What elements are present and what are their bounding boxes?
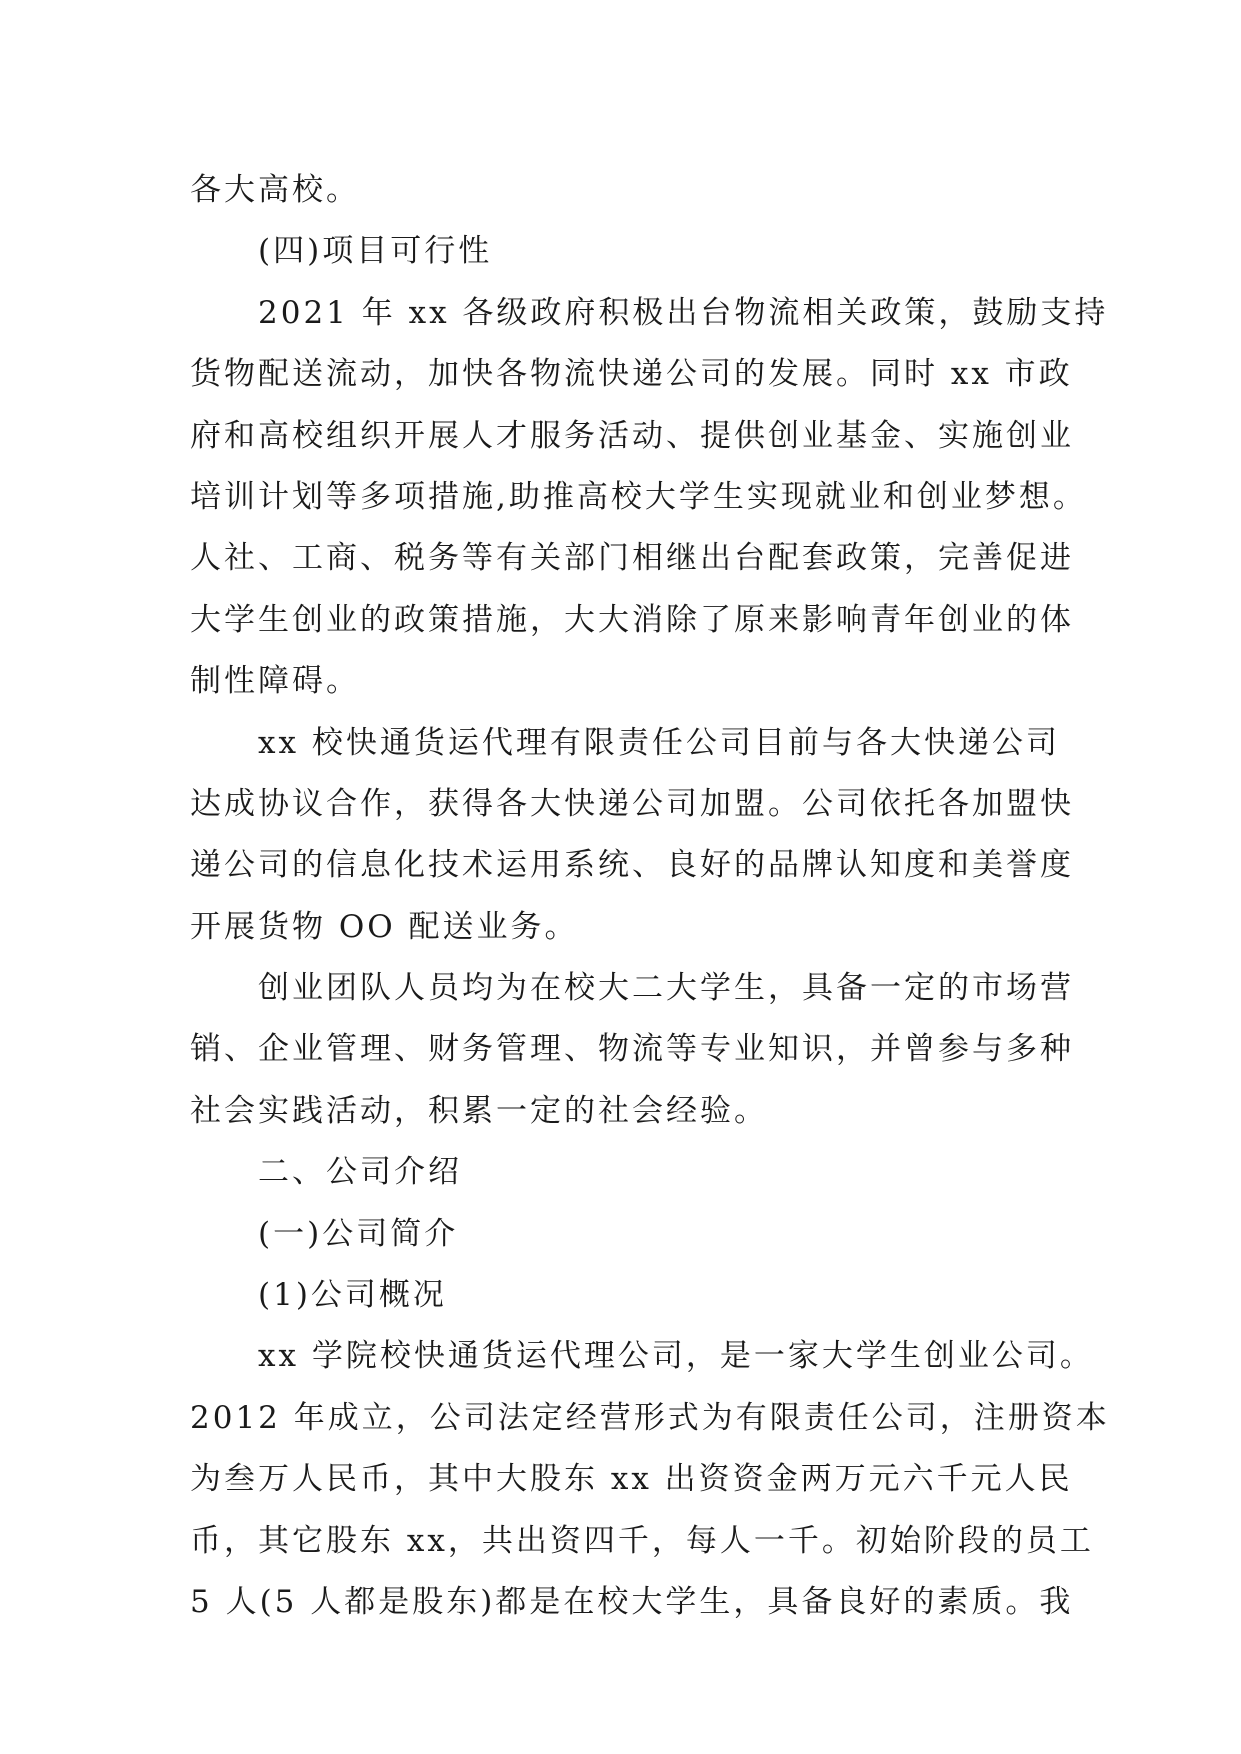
text-line: 销、企业管理、财务管理、物流等专业知识，并曾参与多种 (190, 1031, 1074, 1068)
text-line: 5 人(5 人都是股东)都是在校大学生，具备良好的素质。我 (190, 1583, 1074, 1620)
text-line: xx 学院校快通货运代理公司，是一家大学生创业公司。 (258, 1338, 1094, 1375)
text-line: 创业团队人员均为在校大二大学生，具备一定的市场营 (258, 970, 1074, 1007)
text-line: 2012 年成立，公司法定经营形式为有限责任公司，注册资本 (190, 1399, 1110, 1436)
subsection-heading-company-profile: (一)公司简介 (258, 1215, 459, 1252)
text-line: 府和高校组织开展人才服务活动、提供创业基金、实施创业 (190, 417, 1074, 454)
text-line: xx 校快通货运代理有限责任公司目前与各大快递公司 (258, 724, 1060, 761)
text-line: 制性障碍。 (190, 663, 360, 700)
document-body (190, 160, 1110, 1633)
text-line: 开展货物 OO 配送业务。 (190, 908, 579, 945)
subsection-heading-company-overview: (1)公司概况 (258, 1277, 447, 1314)
text-line: 递公司的信息化技术运用系统、良好的品牌认知度和美誉度 (190, 847, 1074, 884)
text-line: 大学生创业的政策措施，大大消除了原来影响青年创业的体 (190, 601, 1074, 638)
text-line: 培训计划等多项措施,助推高校大学生实现就业和创业梦想。 (190, 478, 1087, 515)
text-line: 为叁万人民币，其中大股东 xx 出资资金两万元六千元人民 (190, 1461, 1073, 1498)
text-line: 货物配送流动，加快各物流快递公司的发展。同时 xx 市政 (190, 356, 1073, 393)
text-line: 币，其它股东 xx，共出资四千，每人一千。初始阶段的员工 (190, 1522, 1094, 1559)
section-heading-company-intro: 二、公司介绍 (258, 1154, 462, 1191)
text-line: 社会实践活动，积累一定的社会经验。 (190, 1092, 768, 1129)
section-heading-feasibility: (四)项目可行性 (258, 233, 493, 270)
text-line: 达成协议合作，获得各大快递公司加盟。公司依托各加盟快 (190, 785, 1074, 822)
text-line: 各大高校。 (190, 172, 360, 208)
text-line: 2021 年 xx 各级政府积极出台物流相关政策，鼓励支持 (258, 294, 1109, 331)
text-line: 人社、工商、税务等有关部门相继出台配套政策，完善促进 (190, 540, 1074, 577)
